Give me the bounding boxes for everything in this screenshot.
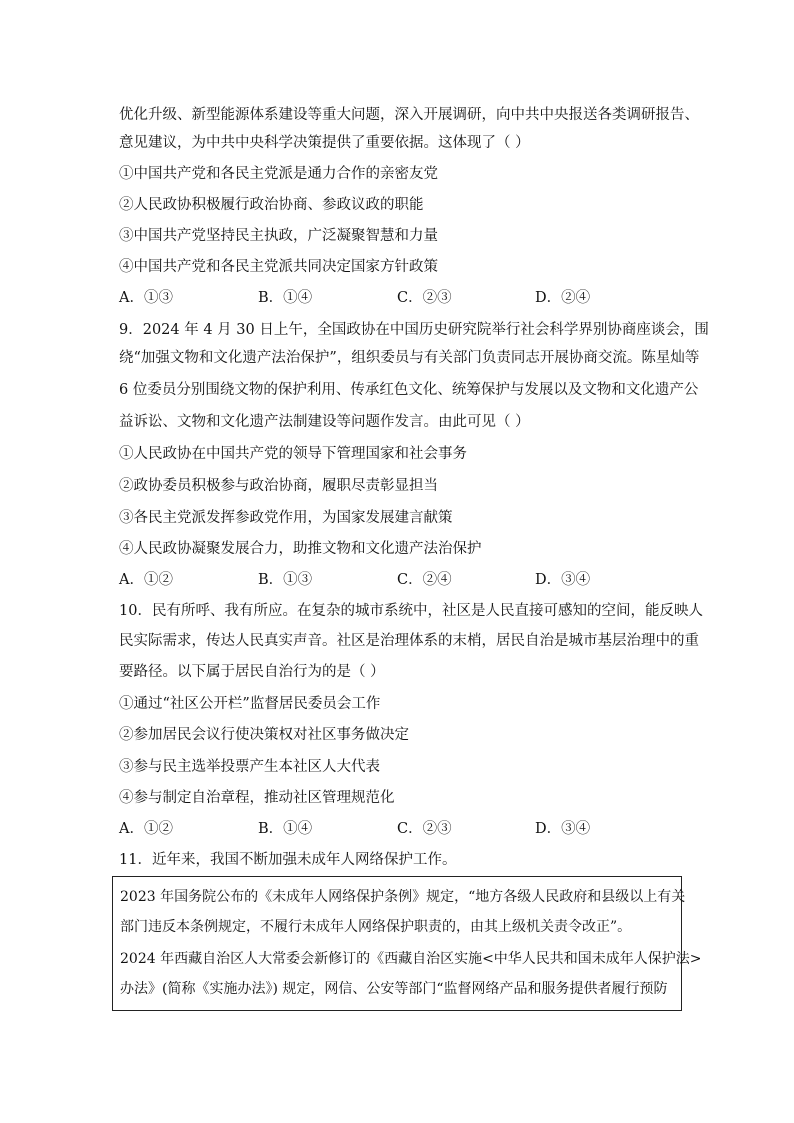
q8-statement-1: ①中国共产党和各民主党派是通力合作的亲密友党 (119, 166, 438, 182)
q11-stem: 11．近年来，我国不断加强未成年人网络保护工作。 (119, 852, 457, 868)
q8-stem-line: 优化升级、新型能源体系建设等重大问题，深入开展调研，向中共中央报送各类调研报告、 (119, 107, 699, 123)
q9-stem-line: 9．2024 年 4 月 30 日上午，全国政协在中国历史研究院举行社会科学界别协商座谈会，围 (119, 322, 709, 338)
q10-option-b[interactable]: B．①④ (258, 821, 313, 837)
q9-stem-line: 绕“加强文物和文化遗产法治保护”，组织委员与有关部门负责同志开展协商交流。陈星灿等 (119, 350, 700, 366)
q9-statement-4: ④人民政协凝聚发展合力，助推文物和文化遗产法治保护 (119, 541, 482, 557)
q10-statement-2: ②参加居民会议行使决策权对社区事务做决定 (119, 727, 409, 743)
q9-stem-line: 益诉讼、文物和文化遗产法制建设等问题作发言。由此可见（ ） (119, 414, 530, 430)
q10-stem-line: 10．民有所呼、我有所应。在复杂的城市系统中，社区是人民直接可感知的空间，能反映人 (119, 603, 703, 619)
q9-option-a[interactable]: A．①② (119, 572, 173, 588)
q9-option-d[interactable]: D．③④ (535, 572, 591, 588)
q8-option-d[interactable]: D．②④ (535, 290, 591, 306)
q8-statement-4: ④中国共产党和各民主党派共同决定国家方针政策 (119, 259, 438, 275)
q10-stem-line: 民实际需求，传达人民真实声音。社区是治理体系的末梢，居民自治是城市基层治理中的重 (119, 633, 699, 649)
q9-option-b[interactable]: B．①③ (258, 572, 313, 588)
q11-material-line: 2024 年西藏自治区人大常委会新修订的《西藏自治区实施<中华人民共和国未成年人保护法> (120, 951, 702, 967)
q11-material-line: 办法》(简称《实施办法》) 规定，网信、公安等部门“监督网络产品和服务提供者履行预防 (120, 981, 668, 997)
q9-option-c[interactable]: C．②④ (397, 572, 452, 588)
q10-options (119, 819, 679, 839)
q11-material-box (112, 876, 702, 1011)
q8-stem-line: 意见建议，为中共中央科学决策提供了重要依据。这体现了（ ） (119, 135, 530, 151)
q10-stem-line: 要路径。以下属于居民自治行为的是（ ） (119, 664, 385, 680)
q10-option-c[interactable]: C．②③ (397, 821, 452, 837)
q9-options (119, 570, 679, 590)
q10-statement-4: ④参与制定自治章程，推动社区管理规范化 (119, 790, 395, 806)
q8-option-c[interactable]: C．②③ (397, 290, 452, 306)
q8-statement-2: ②人民政协积极履行政治协商、参政议政的职能 (119, 197, 424, 213)
q8-statement-3: ③中国共产党坚持民主执政，广泛凝聚智慧和力量 (119, 228, 438, 244)
q10-statement-1: ①通过“社区公开栏”监督居民委员会工作 (119, 696, 381, 712)
q9-statement-3: ③各民主党派发挥参政党作用，为国家发展建言献策 (119, 510, 453, 526)
q11-material-line: 部门违反本条例规定，不履行未成年人网络保护职责的，由其上级机关责令改正”。 (120, 919, 632, 935)
q9-statement-1: ①人民政协在中国共产党的领导下管理国家和社会事务 (119, 446, 467, 462)
q9-stem-line: 6 位委员分别围绕文物的保护利用、传承红色文化、统筹保护与发展以及文物和文化遗产公 (119, 382, 699, 398)
q9-statement-2: ②政协委员积极参与政治协商，履职尽责彰显担当 (119, 478, 438, 494)
q11-material-line: 2023 年国务院公布的《未成年人网络保护条例》规定，“地方各级人民政府和县级以上有关 (120, 889, 686, 905)
q10-option-d[interactable]: D．③④ (535, 821, 591, 837)
q10-option-a[interactable]: A．①② (119, 821, 173, 837)
q8-option-a[interactable]: A．①③ (119, 290, 173, 306)
q8-options (119, 288, 679, 308)
q8-option-b[interactable]: B．①④ (258, 290, 313, 306)
q10-statement-3: ③参与民主选举投票产生本社区人大代表 (119, 759, 380, 775)
